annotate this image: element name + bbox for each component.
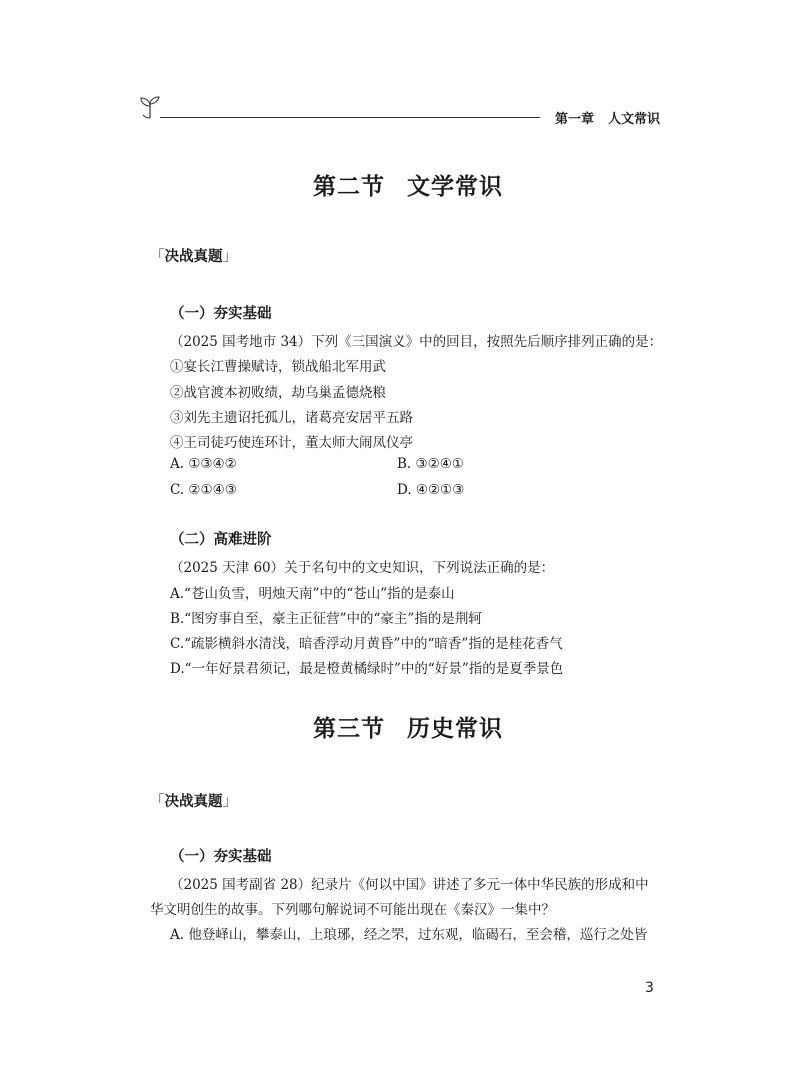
header-rule [160,117,540,118]
option-b: B.“图穷事自至，豪主正征营”中的“豪主”指的是荆轲 [170,611,482,627]
sprout-icon [138,94,162,120]
question-stem-line: 华文明创生的故事。下列哪句解说词不可能出现在《秦汉》一集中？ [150,902,555,918]
list-item: ③刘先主遗诏托孤儿，诸葛亮安居平五路 [170,410,413,426]
level-basic: （一）夯实基础 [170,306,272,322]
option-c: C.“疏影横斜水清浅，暗香浮动月黄昏”中的“暗香”指的是桂花香气 [170,636,563,652]
chapter-title: 人文常识 [608,112,661,127]
running-header [555,108,660,127]
list-item: ④王司徒巧使连环计，董太师大闹凤仪亭 [170,435,413,451]
option-a: A.“苍山负雪，明烛天南”中的“苍山”指的是泰山 [170,586,455,602]
option-b: B. ③②④① [397,456,464,472]
question-stem: （2025 国考地市 34）下列《三国演义》中的回目，按照先后顺序排列正确的是： [170,334,663,350]
question-stem-line: （2025 国考副省 28）纪录片《何以中国》讲述了多元一体中华民族的形成和中 [170,877,649,893]
option-d: D.“一年好景君须记，最是橙黄橘绿时”中的“好景”指的是夏季景色 [170,661,564,677]
subhead-real-questions: 「决战真题」 [150,249,237,265]
list-item: ②战官渡本初败绩，劫乌巢孟德烧粮 [170,385,386,401]
list-item: ①宴长江曹操赋诗，锁战船北军用武 [170,359,386,375]
option-d: D. ④②①③ [397,482,465,498]
section-title-history: 第三节 历史常识 [313,716,503,742]
option-a: A. 他登峄山，攀泰山，上琅琊，经之罘，过东观，临碣石，至会稽，巡行之处皆 [170,927,648,943]
option-c: C. ②①④③ [170,482,237,498]
chapter-number: 第一章 [555,112,595,127]
level-basic: （一）夯实基础 [170,849,272,865]
page-number: 3 [645,980,654,996]
section-title-literature: 第二节 文学常识 [313,174,503,200]
subhead-real-questions: 「决战真题」 [150,794,237,810]
question-stem: （2025 天津 60）关于名句中的文史知识，下列说法正确的是： [170,560,555,576]
level-advanced: （二）高难进阶 [170,532,272,548]
option-a: A. ①③④② [170,456,237,472]
